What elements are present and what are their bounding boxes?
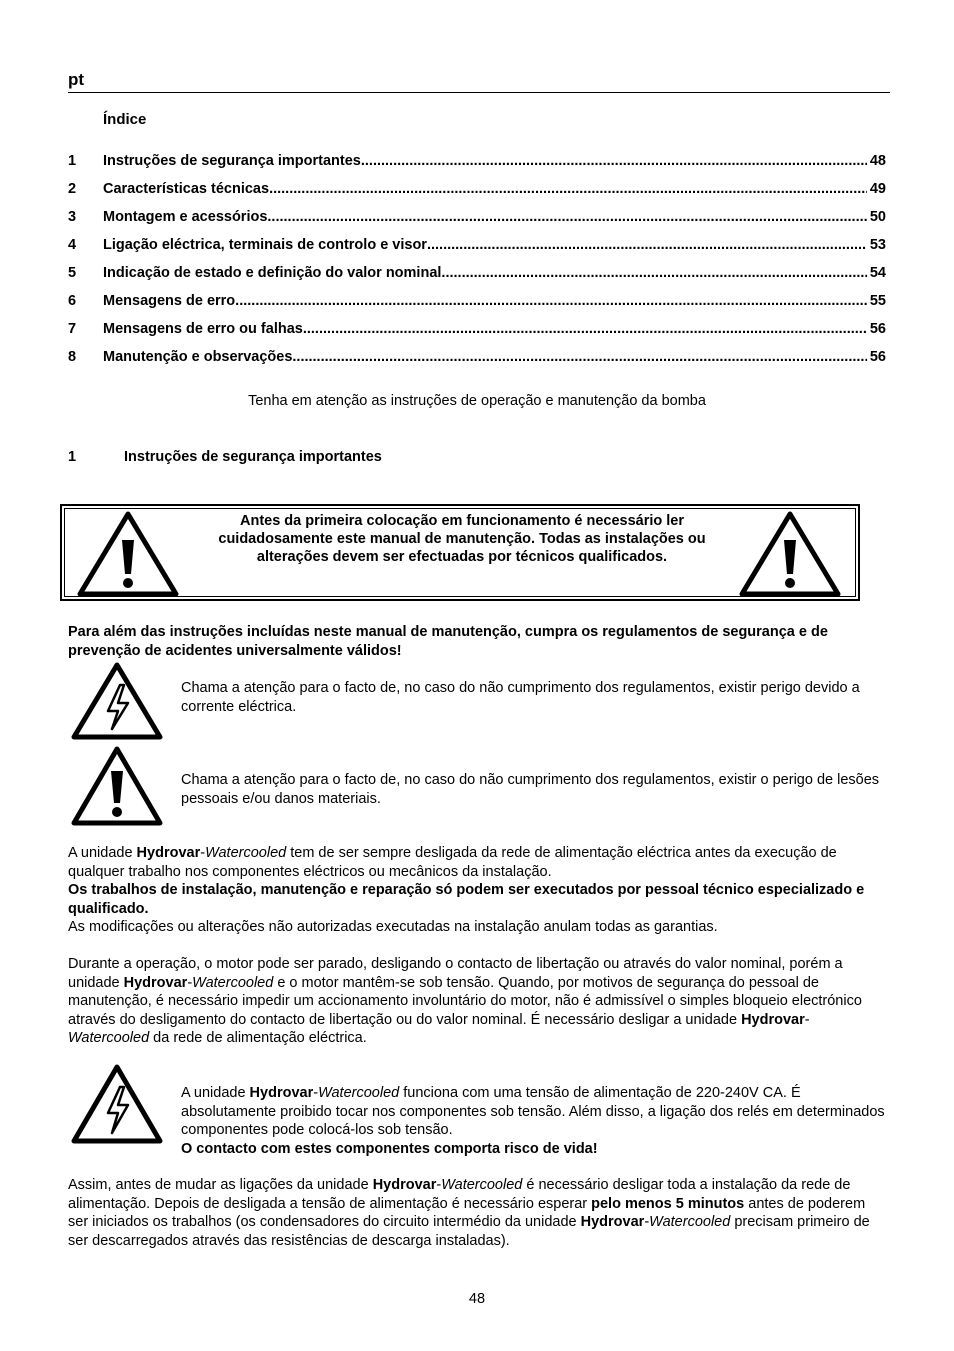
toc-item-page: 56 [869,321,886,337]
toc-title: Índice [103,111,147,128]
toc-item[interactable] [68,293,886,313]
toc-item-title: Ligação eléctrica, terminais de controlo e visor [103,237,427,253]
toc-leader [267,209,866,225]
toc-item[interactable] [68,237,886,257]
toc-leader [235,293,867,309]
brand-name: Hydrovar [123,974,188,991]
toc-item-number: 8 [68,349,77,365]
risk-of-life-note: O contacto com estes componentes comporta risco de vida! [181,1140,598,1157]
model-name: Watercooled [649,1214,731,1230]
warning-box [60,504,860,601]
warning-triangle-icon [76,510,180,598]
toc-item-title: Características técnicas [103,181,270,197]
page-number: 48 [468,1291,486,1307]
toc-item-number: 2 [68,181,77,197]
toc-item-page: 56 [869,349,886,365]
toc-item-number: 3 [68,209,77,225]
paragraph-disconnect: A unidade Hydrovar-Watercooled tem de ser sempre desligada da rede de alimentação eléctrica antes da execução de qualquer trabalho nos componentes eléctricos ou mecânicos da instalação. Os trabalhos de instalação, manutenção e reparação só podem ser executados por pessoal técnico especializado e qualificado. As modificações ou alterações não autorizadas executadas na instalação anulam todas as garantias. [68,845,865,935]
toc-item-number: 1 [68,153,77,169]
toc-item[interactable] [68,349,886,369]
general-hazard-text: Chama a atenção para o facto de, no caso do não cumprimento dos regulamentos, existir o perigo de lesões pessoais e/ou danos materiais. [181,772,880,807]
toc-leader [441,265,866,281]
toc-leader [427,237,867,253]
toc-item[interactable] [68,153,886,173]
brand-name: Hydrovar [136,845,201,861]
toc-item-page: 54 [869,265,886,281]
section-number: 1 [68,449,77,465]
toc-item-title: Manutenção e observações [103,349,293,365]
electric-hazard-text: Chama a atenção para o facto de, no caso do não cumprimento dos regulamentos, existir perigo devido a corrente eléctrica. [181,680,860,715]
toc-item-page: 50 [869,209,886,225]
paragraph-operation: Durante a operação, o motor pode ser parado, desligando o contacto de libertação ou através do valor nominal, porém a unidade Hydrovar-Watercooled e o motor mantêm-se sob tensão. Quando, por motivos de segurança do pessoal de manutenção, é necessário impedir um accionamento involuntário do motor, não é admissível o simples bloqueio electrónico através do desligamento do contacto de libertação ou do valor nominal. É necessário desligar a unidade Hydrovar-Watercooled da rede de alimentação eléctrica. [68,956,862,1046]
toc-item-number: 4 [68,237,77,253]
toc-item-number: 7 [68,321,77,337]
model-name: Watercooled [318,1085,400,1101]
intro-safety-note: Para além das instruções incluídas neste manual de manutenção, cumpra os regulamentos de segurança e de prevenção de acidentes universalmente válidos! [68,624,828,659]
toc-item[interactable] [68,181,886,201]
brand-name: Hydrovar [580,1214,645,1230]
qualified-staff-note: Os trabalhos de instalação, manutenção e reparação só podem ser executados por pessoal técnico especializado e qualificado. [68,882,865,917]
warning-box-text: Antes da primeira colocação em funcionamento é necessário ler cuidadosamente este manual de manutenção. Todas as instalações ou alterações devem ser efectuadas por técnicos qualificados. [218,513,706,565]
header-rule [68,92,890,93]
toc-item-title: Mensagens de erro ou falhas [103,321,303,337]
wait-duration: pelo menos 5 minutos [591,1195,745,1212]
language-code: pt [68,70,85,89]
section-title: Instruções de segurança importantes [124,449,382,465]
model-name: Watercooled [68,1030,150,1046]
electric-hazard-icon [70,661,164,741]
toc-leader [292,349,866,365]
toc-leader [303,321,867,337]
model-name: Watercooled [192,974,274,991]
brand-name: Hydrovar [372,1177,437,1193]
paragraph-wait-time: Assim, antes de mudar as ligações da unidade Hydrovar-Watercooled é necessário desligar toda a instalação da rede de alimentação. Depois de desligada a tensão de alimentação é necessário esperar pelo menos 5 minutos antes de poderem ser iniciados os trabalhos (os condensadores do circuito intermédio da unidade Hydrovar-Watercooled precisam primeiro de ser descarregados através das resistências de descarga instaladas). [68,1177,870,1249]
voltage-warning-text: A unidade Hydrovar-Watercooled funciona com uma tensão de alimentação de 220-240V CA. É absolutamente proibido tocar nos componentes sob tensão. Além disso, a ligação dos relés em determinados componentes pode colocá-los sob tensão. O contacto com estes componentes comporta risco de vida! [181,1085,885,1157]
warning-triangle-icon [738,510,842,598]
toc-item-title: Indicação de estado e definição do valor nominal [103,265,442,281]
model-name: Watercooled [205,845,287,861]
toc-item[interactable] [68,265,886,285]
electric-hazard-icon [70,1063,164,1145]
toc-item-title: Montagem e acessórios [103,209,268,225]
toc-leader [269,181,867,197]
toc-leader [361,153,867,169]
toc-item[interactable] [68,321,886,341]
toc-item-page: 55 [869,293,886,309]
toc-item-title: Mensagens de erro [103,293,236,309]
toc-item-page: 53 [869,237,886,253]
toc-item-number: 5 [68,265,77,281]
brand-name: Hydrovar [741,1011,805,1028]
operation-note: Tenha em atenção as instruções de operação e manutenção da bomba [248,393,706,409]
model-name: Watercooled [441,1177,523,1193]
brand-name: Hydrovar [249,1085,314,1101]
toc-item-page: 49 [869,181,886,197]
toc-item-number: 6 [68,293,77,309]
toc-item-page: 48 [869,153,886,169]
general-hazard-icon [70,745,164,827]
toc-item-title: Instruções de segurança importantes [103,153,361,169]
toc-item[interactable] [68,209,886,229]
